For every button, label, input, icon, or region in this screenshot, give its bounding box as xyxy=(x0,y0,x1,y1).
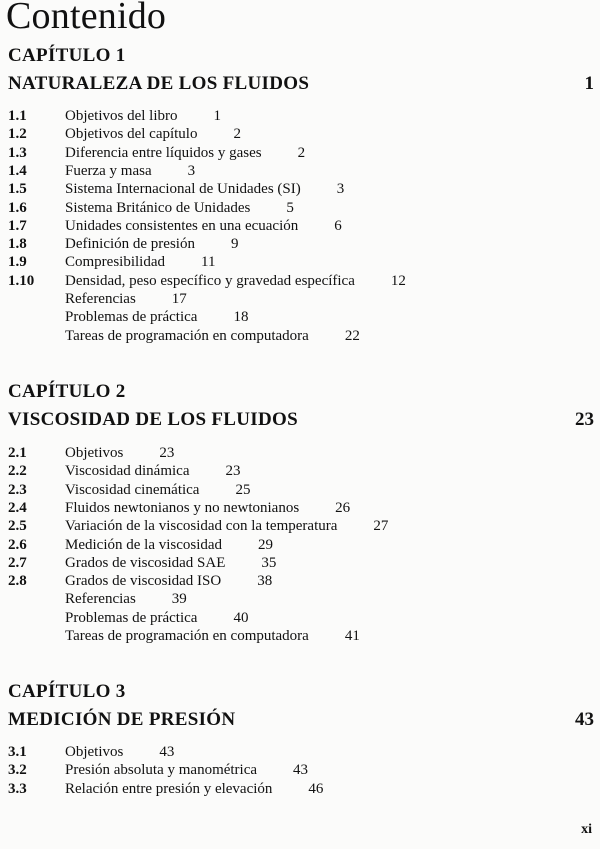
toc-entry xyxy=(0,591,600,609)
toc-entry-title: Objetivos xyxy=(65,445,124,461)
toc-entry-number: 3.3 xyxy=(8,780,27,797)
toc-entry-number: 2.7 xyxy=(8,554,27,571)
toc-entry-page: 27 xyxy=(373,518,389,535)
chapter-heading: NATURALEZA DE LOS FLUIDOS xyxy=(8,73,310,94)
toc-entry-line xyxy=(65,537,273,554)
toc-entry-title: Sistema Internacional de Unidades (SI) xyxy=(65,181,301,198)
toc-entry-number: 2.3 xyxy=(8,481,27,498)
toc-entry-line xyxy=(65,108,221,125)
toc-entry-title: Viscosidad cinemática xyxy=(65,481,200,498)
chapter-page-number: 43 xyxy=(575,709,594,730)
toc-entry-line xyxy=(65,744,174,761)
toc-entry-title: Objetivos del capítulo xyxy=(65,126,198,143)
toc-entry-title: Tareas de programación en computadora xyxy=(65,628,309,644)
toc-entry-number: 2.4 xyxy=(8,499,27,516)
toc-entry xyxy=(0,145,600,163)
page-folio: xi xyxy=(581,822,592,837)
toc-entry-number: 2.8 xyxy=(8,573,27,590)
toc-entry xyxy=(0,762,600,780)
chapter-label: CAPÍTULO 3 xyxy=(8,681,126,702)
toc-entry-line xyxy=(65,591,187,608)
toc-entry-line xyxy=(65,762,308,779)
toc-entry-line xyxy=(65,781,323,798)
toc-entry xyxy=(0,291,600,309)
toc-entry xyxy=(0,309,600,327)
toc-entry-page: 38 xyxy=(257,573,273,590)
toc-entry xyxy=(0,781,600,799)
toc-entry-page: 39 xyxy=(171,591,187,608)
toc-entry-title: Medición de la viscosidad xyxy=(65,536,223,553)
toc-entry-number: 1.8 xyxy=(8,236,27,253)
toc-entry-line xyxy=(65,126,241,143)
chapter-heading: VISCOSIDAD DE LOS FLUIDOS xyxy=(8,409,298,430)
toc-entry-line xyxy=(65,628,360,645)
toc-entry xyxy=(0,500,600,518)
toc-entry-title: Variación de la viscosidad con la temperatura xyxy=(65,518,338,535)
toc-entry xyxy=(0,482,600,500)
toc-entry-page: 6 xyxy=(334,217,342,234)
toc-entry-number: 1.7 xyxy=(8,217,27,234)
toc-entry-page: 2 xyxy=(233,126,241,143)
toc-entry-line xyxy=(65,482,250,499)
toc-entry-page: 23 xyxy=(159,445,175,461)
toc-entry xyxy=(0,218,600,236)
toc-entry-page: 2 xyxy=(297,144,306,161)
toc-entry-page: 3 xyxy=(187,162,196,179)
toc-entry-title: Fluidos newtonianos y no newtonianos xyxy=(65,499,300,516)
toc-entry-line xyxy=(65,218,342,235)
toc-entry-title: Referencias xyxy=(65,591,136,608)
toc-entry-page: 3 xyxy=(336,181,345,198)
toc-entry xyxy=(0,126,600,144)
toc-entry-title: Objetivos del libro xyxy=(65,108,178,124)
toc-entry-title: Grados de viscosidad ISO xyxy=(65,573,222,590)
toc-entry-line xyxy=(65,309,248,326)
toc-entry-page: 41 xyxy=(344,628,360,644)
toc-entry-page: 25 xyxy=(235,481,251,498)
toc-entry-page: 17 xyxy=(171,291,187,307)
toc-entry-line xyxy=(65,518,388,535)
toc-entry-line xyxy=(65,200,294,217)
toc-entry-number: 1.1 xyxy=(8,108,27,124)
toc-entry-page: 11 xyxy=(201,254,216,271)
toc-entry xyxy=(0,273,600,291)
toc-entry-page: 43 xyxy=(293,762,309,779)
toc-entry xyxy=(0,573,600,591)
toc-entry xyxy=(0,236,600,254)
toc-entry-number: 3.1 xyxy=(8,744,27,760)
toc-entry-number: 2.5 xyxy=(8,518,27,535)
toc-entry-line xyxy=(65,500,350,517)
toc-entry-page: 43 xyxy=(159,744,175,760)
toc-entry-title: Viscosidad dinámica xyxy=(65,463,190,480)
toc-entry-line xyxy=(65,328,360,345)
chapter-label: CAPÍTULO 2 xyxy=(8,381,126,402)
toc-entry-page: 18 xyxy=(233,309,249,326)
toc-entry-page: 1 xyxy=(213,108,221,124)
toc-entry-title: Unidades consistentes en una ecuación xyxy=(65,217,299,234)
chapter-page-number: 23 xyxy=(575,409,594,430)
toc-entry-number: 1.10 xyxy=(8,272,35,289)
chapter-label: CAPÍTULO 1 xyxy=(8,45,126,66)
toc-entry-line xyxy=(65,236,238,253)
toc-entry-number: 1.2 xyxy=(8,126,27,143)
toc-entry xyxy=(0,328,600,346)
toc-entry-line xyxy=(65,463,240,480)
toc-entry xyxy=(0,108,600,126)
page-title: Contenido xyxy=(6,0,167,37)
toc-entry-page: 26 xyxy=(335,499,351,516)
toc-entry xyxy=(0,744,600,762)
toc-entry-line xyxy=(65,291,187,308)
toc-entry xyxy=(0,537,600,555)
toc-entry-page: 46 xyxy=(308,780,324,797)
toc-entry-number: 2.6 xyxy=(8,536,27,553)
toc-entry-number: 2.1 xyxy=(8,445,27,461)
toc-entry xyxy=(0,518,600,536)
toc-entry xyxy=(0,163,600,181)
toc-entry xyxy=(0,555,600,573)
toc-entry xyxy=(0,254,600,272)
toc-entry-title: Fuerza y masa xyxy=(65,162,152,179)
toc-entry xyxy=(0,463,600,481)
toc-entry-line xyxy=(65,573,272,590)
toc-entry-number: 2.2 xyxy=(8,463,27,480)
toc-entry-page: 22 xyxy=(344,327,360,344)
toc-entry-number: 1.9 xyxy=(8,254,27,271)
toc-entry-page: 29 xyxy=(258,536,274,553)
toc-entry-page: 5 xyxy=(286,199,294,216)
toc-entry-title: Compresibilidad xyxy=(65,254,165,271)
toc-entry-number: 3.2 xyxy=(8,762,27,779)
toc-entry-number: 1.3 xyxy=(8,144,27,161)
chapter-page-number: 1 xyxy=(584,73,594,94)
toc-entry-number: 1.4 xyxy=(8,162,27,179)
toc-entry-line xyxy=(65,145,305,162)
chapter-heading: MEDICIÓN DE PRESIÓN xyxy=(8,709,236,730)
toc-entry-number: 1.5 xyxy=(8,181,27,198)
toc-entry-page: 12 xyxy=(390,272,406,289)
toc-entry-title: Sistema Británico de Unidades xyxy=(65,199,251,216)
toc-entry-line xyxy=(65,181,344,198)
toc-entry xyxy=(0,445,600,463)
toc-entry-line xyxy=(65,163,195,180)
toc-entry-line xyxy=(65,254,215,271)
toc-entry-title: Diferencia entre líquidos y gases xyxy=(65,144,262,161)
toc-entry-line xyxy=(65,445,174,462)
toc-entry xyxy=(0,610,600,628)
toc-entry-title: Problemas de práctica xyxy=(65,309,198,326)
toc-entry-number: 1.6 xyxy=(8,199,27,216)
toc-entry-page: 23 xyxy=(225,463,241,480)
toc-entry-title: Tareas de programación en computadora xyxy=(65,327,309,344)
toc-entry xyxy=(0,200,600,218)
toc-entry-title: Relación entre presión y elevación xyxy=(65,780,273,797)
toc-entry-title: Referencias xyxy=(65,291,136,307)
toc-entry-title: Definición de presión xyxy=(65,236,195,253)
toc-entry-page: 9 xyxy=(230,236,239,253)
toc-entry-title: Problemas de práctica xyxy=(65,609,198,626)
toc-entry-title: Objetivos xyxy=(65,744,124,760)
toc-entry-page: 40 xyxy=(233,609,249,626)
toc-entry-title: Presión absoluta y manométrica xyxy=(65,762,258,779)
toc-entry xyxy=(0,181,600,199)
toc-entry-line xyxy=(65,555,276,572)
toc-entry xyxy=(0,628,600,646)
toc-entry-line xyxy=(65,610,248,627)
toc-entry-title: Densidad, peso específico y gravedad específica xyxy=(65,272,355,289)
toc-entry-page: 35 xyxy=(261,554,277,571)
toc-entry-title: Grados de viscosidad SAE xyxy=(65,554,226,571)
toc-entry-line xyxy=(65,273,406,290)
